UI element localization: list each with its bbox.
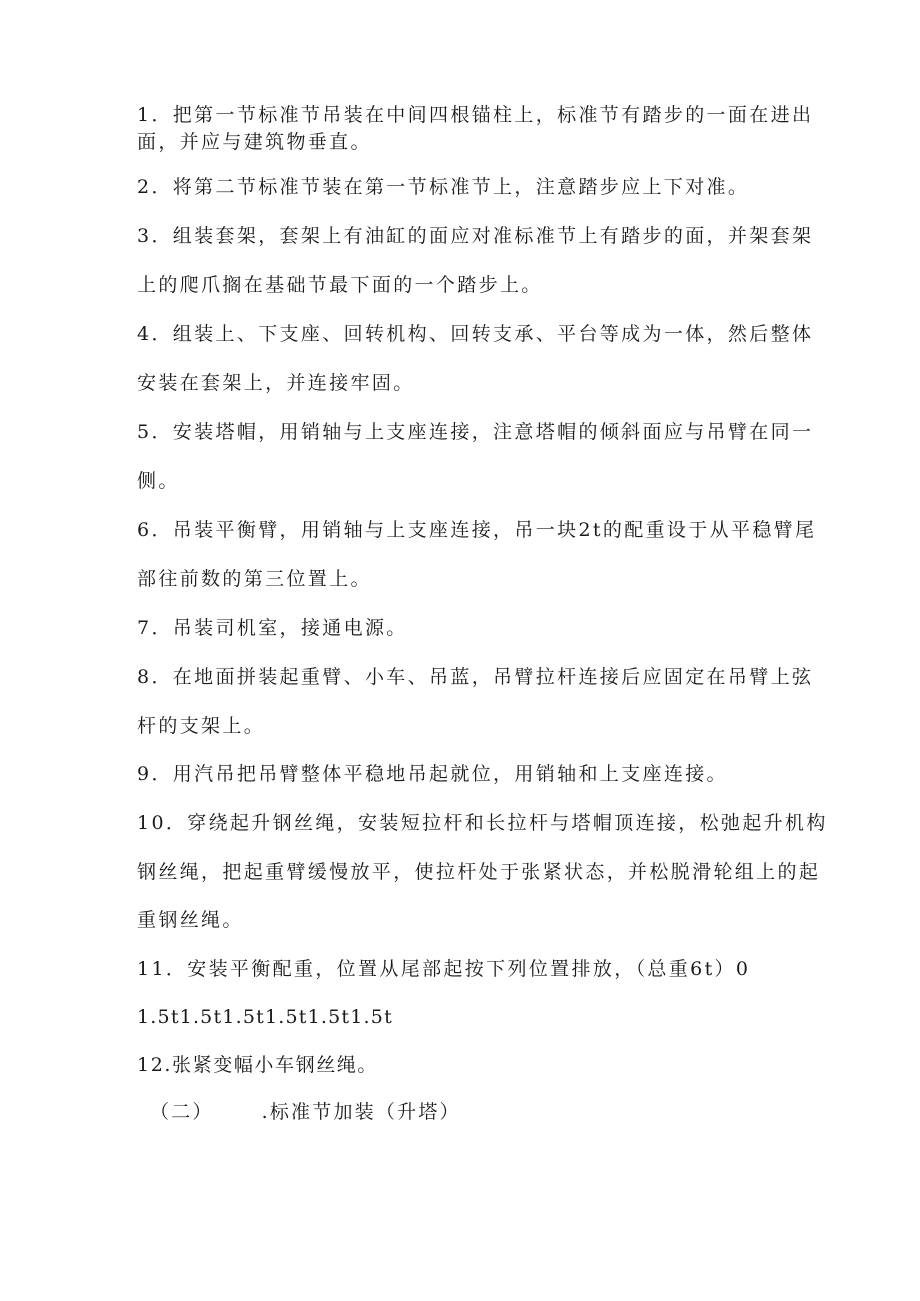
step-6-line-1: 6．吊装平衡臂，用销轴与上支座连接，吊一块2t的配重设于从平稳臂尾 — [137, 519, 817, 541]
step-3-line-1: 3．组装套架，套架上有油缸的面应对准标准节上有踏步的面，并架套架 — [137, 225, 814, 247]
step-10-line-2: 钢丝绳，把起重臂缓慢放平，使拉杆处于张紧状态，并松脱滑轮组上的起 — [137, 861, 821, 883]
step-10-line-3: 重钢丝绳。 — [137, 909, 244, 931]
step-8-line-1: 8．在地面拼装起重臂、小车、吊蓝，吊臂拉杆连接后应固定在吊臂上弦 — [137, 666, 814, 688]
step-11-line-1: 11．安装平衡配重，位置从尾部起按下列位置排放，（总重6t）0 — [137, 958, 751, 980]
step-4-line-2: 安装在套架上，并连接牢固。 — [137, 372, 415, 394]
step-6-line-2: 部往前数的第三位置上。 — [137, 568, 372, 590]
section-subheading — [150, 1098, 461, 1126]
step-1-line-1: 1．把第一节标准节吊装在中间四根锚柱上，标准节有踏步的一面在进出 — [137, 104, 814, 126]
step-8-line-2: 杆的支架上。 — [137, 715, 266, 737]
step-10-line-1: 10．穿绕起升钢丝绳，安装短拉杆和长拉杆与塔帽顶连接，松弛起升机构 — [137, 812, 828, 834]
subheading-number: （二） — [150, 1101, 214, 1123]
weights-line: 1.5t1.5t1.5t1.5t1.5t1.5t — [137, 1006, 393, 1028]
step-9-line-1: 9．用汽吊把吊臂整体平稳地吊起就位，用销轴和上支座连接。 — [137, 763, 728, 785]
step-7-line-1: 7．吊装司机室，接通电源。 — [137, 617, 408, 639]
step-4-line-1: 4．组装上、下支座、回转机构、回转支承、平台等成为一体，然后整体 — [137, 323, 814, 345]
step-12-line-1: 12.张紧变幅小车钢丝绳。 — [137, 1054, 379, 1076]
step-1-line-2: 面，并应与建筑物垂直。 — [137, 131, 372, 153]
step-5-line-1: 5．安装塔帽，用销轴与上支座连接，注意塔帽的倾斜面应与吊臂在同一 — [137, 421, 814, 443]
step-5-line-2: 侧。 — [137, 470, 180, 492]
step-2-line-1: 2．将第二节标准节装在第一节标准节上，注意踏步应上下对准。 — [137, 176, 750, 198]
subheading-title: .标准节加装（升塔） — [261, 1101, 461, 1123]
step-3-line-2: 上的爬爪搁在基础节最下面的一个踏步上。 — [137, 274, 543, 296]
